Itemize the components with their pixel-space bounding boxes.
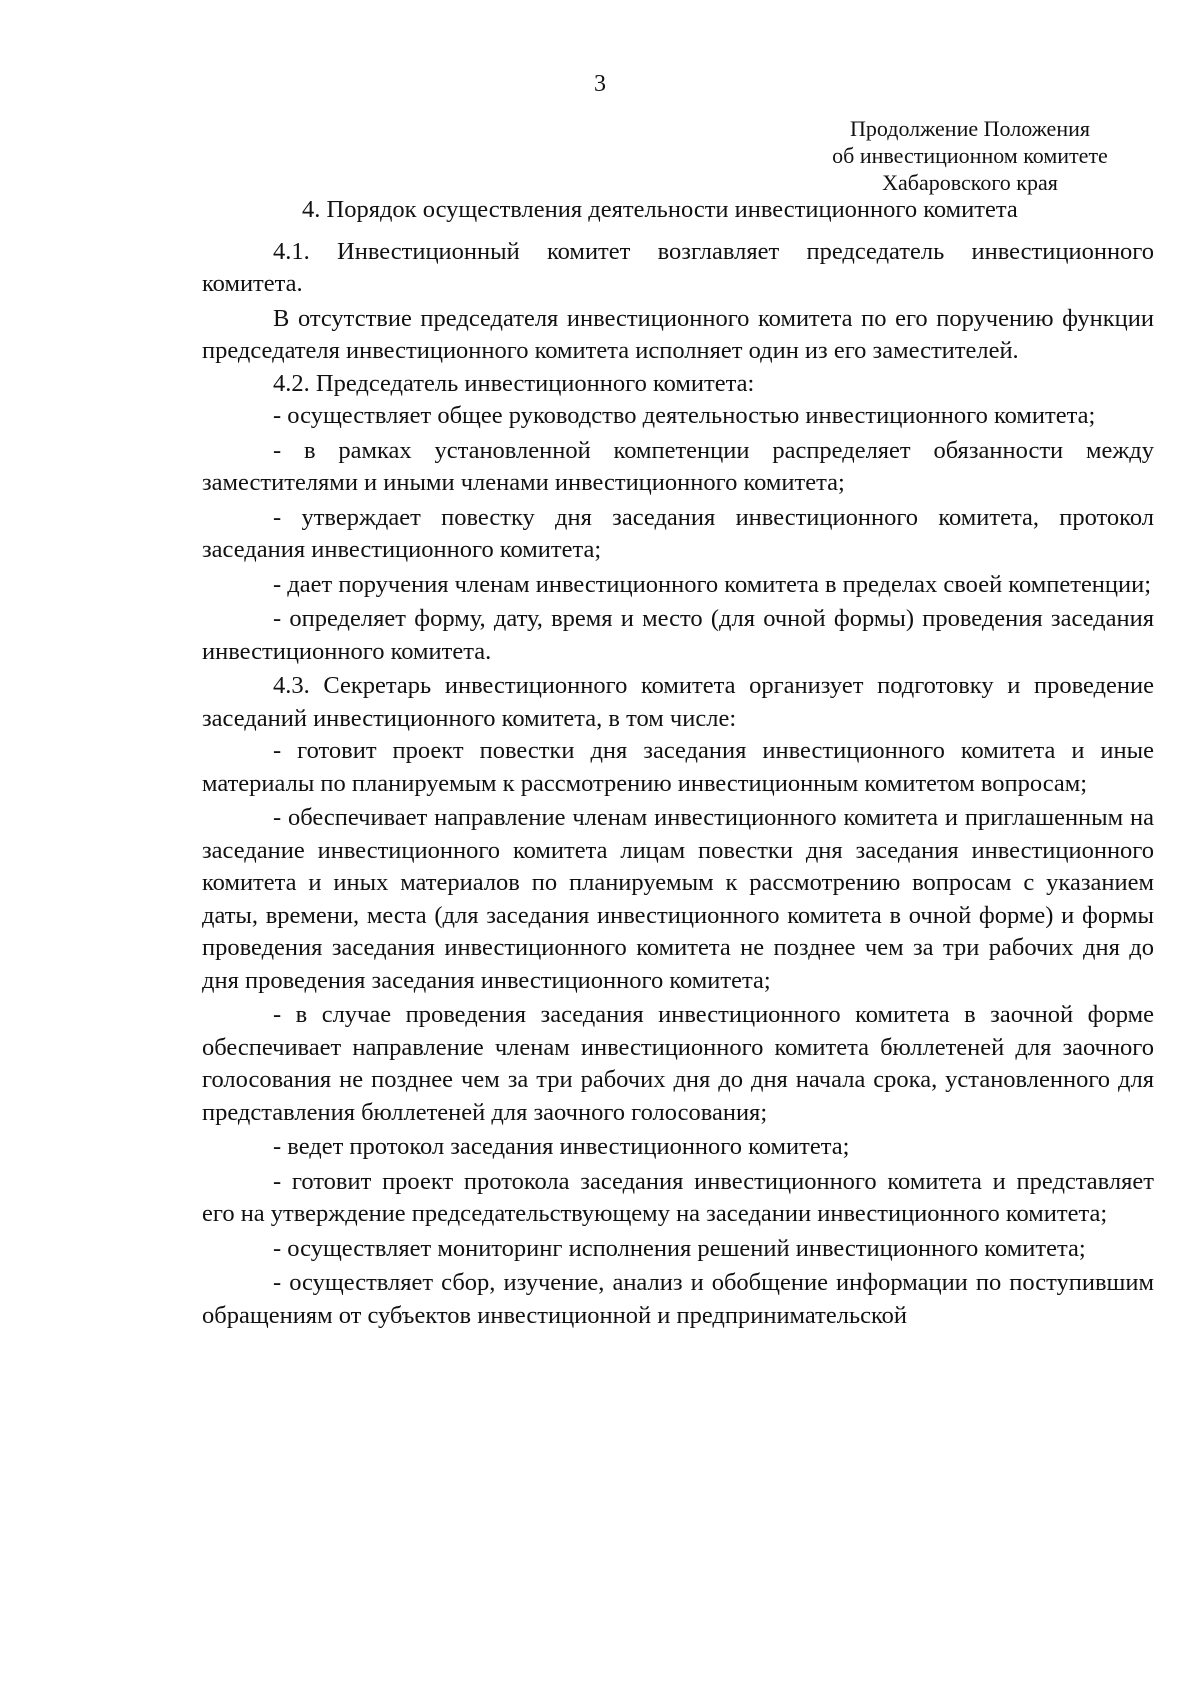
list-item: - готовит проект протокола заседания инвестиционного комитета и представляет его на утверждение председательствующему на заседании инвестиционного комитета; <box>202 1167 1154 1227</box>
paragraph-4-3: 4.3. Секретарь инвестиционного комитета организует подготовку и проведение заседаний инвестиционного комитета, в том числе: <box>202 672 1154 732</box>
list-item: - осуществляет сбор, изучение, анализ и обобщение информации по поступившим обращениям от субъектов инвестиционной и предпринимательской <box>202 1269 1154 1329</box>
list-item: - осуществляет общее руководство деятельностью инвестиционного комитета; <box>273 402 1096 429</box>
list-item: - утверждает повестку дня заседания инвестиционного комитета, протокол заседания инвестиционного комитета; <box>202 503 1154 563</box>
paragraph-chair-absence: В отсутствие председателя инвестиционного комитета по его поручению функции председателя инвестиционного комитета исполняет один из его заместителей. <box>202 304 1154 364</box>
header-line: Продолжение Положения <box>850 116 1090 141</box>
list-item: - осуществляет мониторинг исполнения решений инвестиционного комитета; <box>273 1234 1086 1262</box>
list-item: - дает поручения членам инвестиционного комитета в пределах своей компетенции; <box>273 570 1152 598</box>
list-item: - ведет протокол заседания инвестиционного комитета; <box>273 1133 850 1160</box>
section-title: 4. Порядок осуществления деятельности инвестиционного комитета <box>302 196 1018 223</box>
document-header-note <box>800 115 1140 196</box>
paragraph-4-2: 4.2. Председатель инвестиционного комитета: <box>273 369 755 397</box>
list-item: - в случае проведения заседания инвестиционного комитета в заочной форме обеспечивает направление членам инвестиционного комитета бюллетеней для заочного голосования не позднее чем за три рабочих дня до дня начала срока, установленного для представления бюллетеней для заочного голосования; <box>202 1001 1154 1126</box>
list-item: - готовит проект повестки дня заседания инвестиционного комитета и иные материалы по планируемым к рассмотрению инвестиционным комитетом вопросам; <box>202 737 1154 797</box>
list-item: - в рамках установленной компетенции распределяет обязанности между заместителями и иными членами инвестиционного комитета; <box>202 436 1154 496</box>
page-number: 3 <box>594 71 606 97</box>
paragraph-4-1: 4.1. Инвестиционный комитет возглавляет председатель инвестиционного комитета. <box>202 237 1154 297</box>
document-body <box>202 194 1154 1332</box>
list-item: - определяет форму, дату, время и место (для очной формы) проведения заседания инвестиционного комитета. <box>202 605 1154 665</box>
list-item: - обеспечивает направление членам инвестиционного комитета и приглашенным на заседание инвестиционного комитета лицам повестки дня заседания инвестиционного комитета и иных материалов по планируемым к рассмотрению вопросам с указанием даты, времени, места (для заседания инвестиционного комитета в очной форме) и формы проведения заседания инвестиционного комитета не позднее чем за три рабочих дня до дня проведения заседания инвестиционного комитета; <box>202 804 1154 994</box>
header-line: об инвестиционном комитете <box>832 143 1108 168</box>
header-line: Хабаровского края <box>882 170 1058 195</box>
